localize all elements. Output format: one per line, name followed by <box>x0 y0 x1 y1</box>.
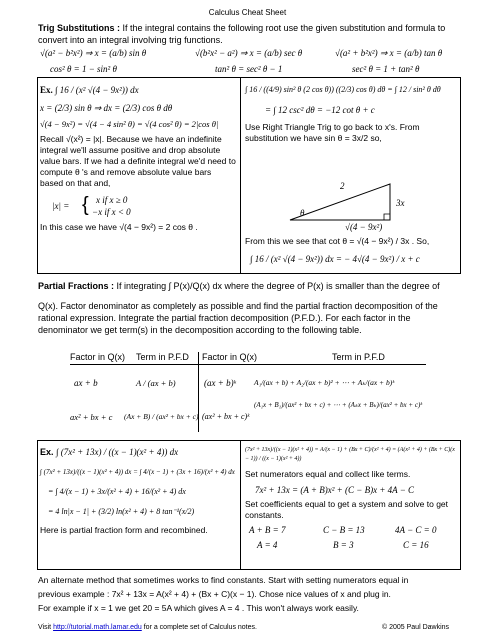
example-pfd-note: Here is partial fraction form and recombined. <box>40 525 208 535</box>
example-integral: ∫ 16 / (x² √(4 − 9x²)) dx <box>55 85 139 95</box>
pfd-intro <box>38 280 458 292</box>
example-pfd-system <box>245 524 457 536</box>
example-pfd-system-text: Set coefficients equal to get a system and solve to get constants. <box>245 499 449 520</box>
example-final-answer: ∫ 16 / (x² √(4 − 9x²)) dx = − 4√(4 − 9x²) / x + c <box>250 254 420 264</box>
trig-sub-sin: √(a² − b²x²) ⇒ x = (a/b) sin θ <box>40 48 147 58</box>
trig-identity-sec: tan² θ = sec² θ − 1 <box>215 64 283 74</box>
right-angle-mark <box>384 214 390 220</box>
alternate-method-line-3: For example if x = 1 we get 20 = 5A which gives A = 4 . This won't always work easily. <box>38 603 359 613</box>
example-rewrite-2: = ∫ 12 csc² dθ = −12 cot θ + c <box>265 105 375 115</box>
system-eq-1: A + B = 7 <box>249 525 286 535</box>
abs-value-lhs: |x| = <box>52 201 70 211</box>
pfd-row2-term: (Ax + B) / (ax² + bx + c) <box>124 412 199 421</box>
pfd-col-factor-2: Factor in Q(x) <box>202 352 258 362</box>
pfd-header-rule <box>70 364 426 365</box>
pfd-row1-term-k: A₁/(ax + b) + A₂/(ax + b)² + ⋯ + Aₖ/(ax + b)ᵏ <box>254 378 395 387</box>
example-cot-text: From this we see that cot θ = √(4 − 9x²) / 3x . So, <box>245 236 430 246</box>
abs-value-case-2: −x if x < 0 <box>92 207 131 217</box>
example-trig-divider <box>240 78 241 273</box>
example-pfd-divider <box>240 441 241 569</box>
pfd-col-term-2: Term in P.F.D <box>332 352 385 362</box>
pfd-table <box>70 352 430 432</box>
example-pfd-step-2: = ∫ 4/(x − 1) + 3x/(x² + 4) + 16/(x² + 4) dx <box>48 487 186 496</box>
triangle-hypotenuse-label: 2 <box>340 181 345 191</box>
page-header: Calculus Cheat Sheet <box>208 8 287 17</box>
example-pfd-form: (7x² + 13x)/((x − 1)(x² + 4)) = A/(x − 1) + (Bx + C)/(x² + 4) = (A(x² + 4) + (Bx + C)(x − 1)) / ((x − 1)(x² + 4)) <box>245 447 455 462</box>
pfd-row1-factor: ax + b <box>74 378 98 388</box>
pfd-row1-term: A / (ax + b) <box>136 378 176 388</box>
triangle-opposite-label: 3x <box>396 198 405 208</box>
trig-heading: Trig Substitutions : <box>38 23 120 33</box>
example-pfd-step-1: ∫ (7x² + 13x)/((x − 1)(x² + 4)) dx = ∫ 4/(x − 1) + (3x + 16)/(x² + 4) dx <box>40 468 235 476</box>
alternate-method-line-2: previous example : 7x² + 13x = A(x² + 4) + (Bx + C)(x − 1). Chose nice values of x and plug in. <box>38 589 391 599</box>
triangle-adjacent-label: √(4 − 9x²) <box>345 222 383 232</box>
example-pfd-solution <box>245 539 457 551</box>
example-trig-left <box>40 84 236 233</box>
example-right-triangle-text: Use Right Triangle Trig to go back to x's. From substitution we have sin θ = 3x/2 so, <box>245 122 420 143</box>
pfd-row2-factor: ax² + bx + c <box>70 412 113 422</box>
example-pfd-right <box>245 446 457 551</box>
trig-identity-tan: sec² θ = 1 + tan² θ <box>352 64 420 74</box>
pfd-heading: Partial Fractions : <box>38 281 115 291</box>
solution-c: C = 16 <box>403 540 429 550</box>
pfd-col-term-1: Term in P.F.D <box>136 352 189 362</box>
pfd-row1-factor-k: (ax + b)ᵏ <box>204 378 237 388</box>
trig-sub-tan: √(a² + b²x²) ⇒ x = (a/b) tan θ <box>335 48 443 58</box>
pfd-row2-term-k: (A₁x + B₁)/(ax² + bx + c) + ⋯ + (Aₖx + Bₖ)/(ax² + bx + c)ᵏ <box>254 401 423 409</box>
example-trig-right <box>245 84 455 144</box>
footer-visit-label: Visit <box>38 624 52 631</box>
triangle-angle-label: θ <box>300 208 305 218</box>
example-recall-text: Recall √(x²) = |x|. Because we have an indefinite integral we'll assume positive and drop absolute value bars. If we had a definite integral we'd need to compute θ 's and remove absolute value bars based on that and, <box>40 134 236 188</box>
pfd-col-factor-1: Factor in Q(x) <box>70 352 126 362</box>
pfd-text-1: If integrating ∫ P(x)/Q(x) dx where the degree of P(x) is smaller than the degree of <box>116 281 440 291</box>
footer-copyright: © 2005 Paul Dawkins <box>382 624 450 631</box>
trig-identity-sin: cos² θ = 1 − sin² θ <box>50 64 117 74</box>
brace-glyph: { <box>82 194 89 216</box>
example-pfd-collected: 7x² + 13x = (A + B)x² + (C − B)x + 4A − C <box>255 485 415 495</box>
abs-value-case-1: x if x ≥ 0 <box>96 195 128 205</box>
example-pfd-left <box>40 446 238 536</box>
example-pfd-step-3: = 4 ln|x − 1| + (3/2) ln(x² + 4) + 8 tan⁻¹(x/2) <box>48 507 195 516</box>
trig-intro <box>38 22 458 46</box>
abs-value-def <box>40 193 236 219</box>
example-pfd-set-numerators: Set numerators equal and collect like terms. <box>245 469 411 479</box>
example-pfd-label: Ex. <box>40 447 54 457</box>
footer-rest: for a complete set of Calculus notes. <box>143 624 257 631</box>
example-pfd-integral: ∫ (7x² + 13x) / ((x − 1)(x² + 4)) dx <box>56 447 179 457</box>
system-eq-3: 4A − C = 0 <box>395 525 437 535</box>
solution-a: A = 4 <box>257 540 278 550</box>
pfd-text-2: Q(x). Factor denominator as completely as possible and find the partial fraction decomposition of the rational expression. Integrate the partial fraction decomposition (P.F.D.). For each factor in the denominator we get term(s) in the decomposition according to the following table. <box>38 301 438 335</box>
example-root-simplify: √(4 − 9x²) = √(4 − 4 sin² θ) = √(4 cos² θ) = 2|cos θ| <box>40 119 219 129</box>
footer-visit <box>38 624 257 631</box>
system-eq-2: C − B = 13 <box>323 525 365 535</box>
example-rewrite: ∫ 16 / ((4/9) sin² θ (2 cos θ)) ((2/3) cos θ) dθ = ∫ 12 / sin² θ dθ <box>245 85 441 94</box>
example-substitution: x = (2/3) sin θ ⇒ dx = (2/3) cos θ dθ <box>40 103 173 113</box>
example-label: Ex. <box>40 85 53 95</box>
trig-text: If the integral contains the following root use the given substitution and formula to convert into an integral involving trig functions. <box>38 23 446 45</box>
pfd-row2-factor-k: (ax² + bx + c)ᵏ <box>202 412 250 421</box>
footer-url-link[interactable]: http://tutorial.math.lamar.edu <box>53 624 142 631</box>
alternate-method-line-1: An alternate method that sometimes works to find constants. Start with setting numerators equal in <box>38 575 409 585</box>
example-conclusion: In this case we have √(4 − 9x²) = 2 cos θ . <box>40 222 198 232</box>
solution-b: B = 3 <box>333 540 354 550</box>
trig-sub-sec: √(b²x² − a²) ⇒ x = (a/b) sec θ <box>195 48 303 58</box>
